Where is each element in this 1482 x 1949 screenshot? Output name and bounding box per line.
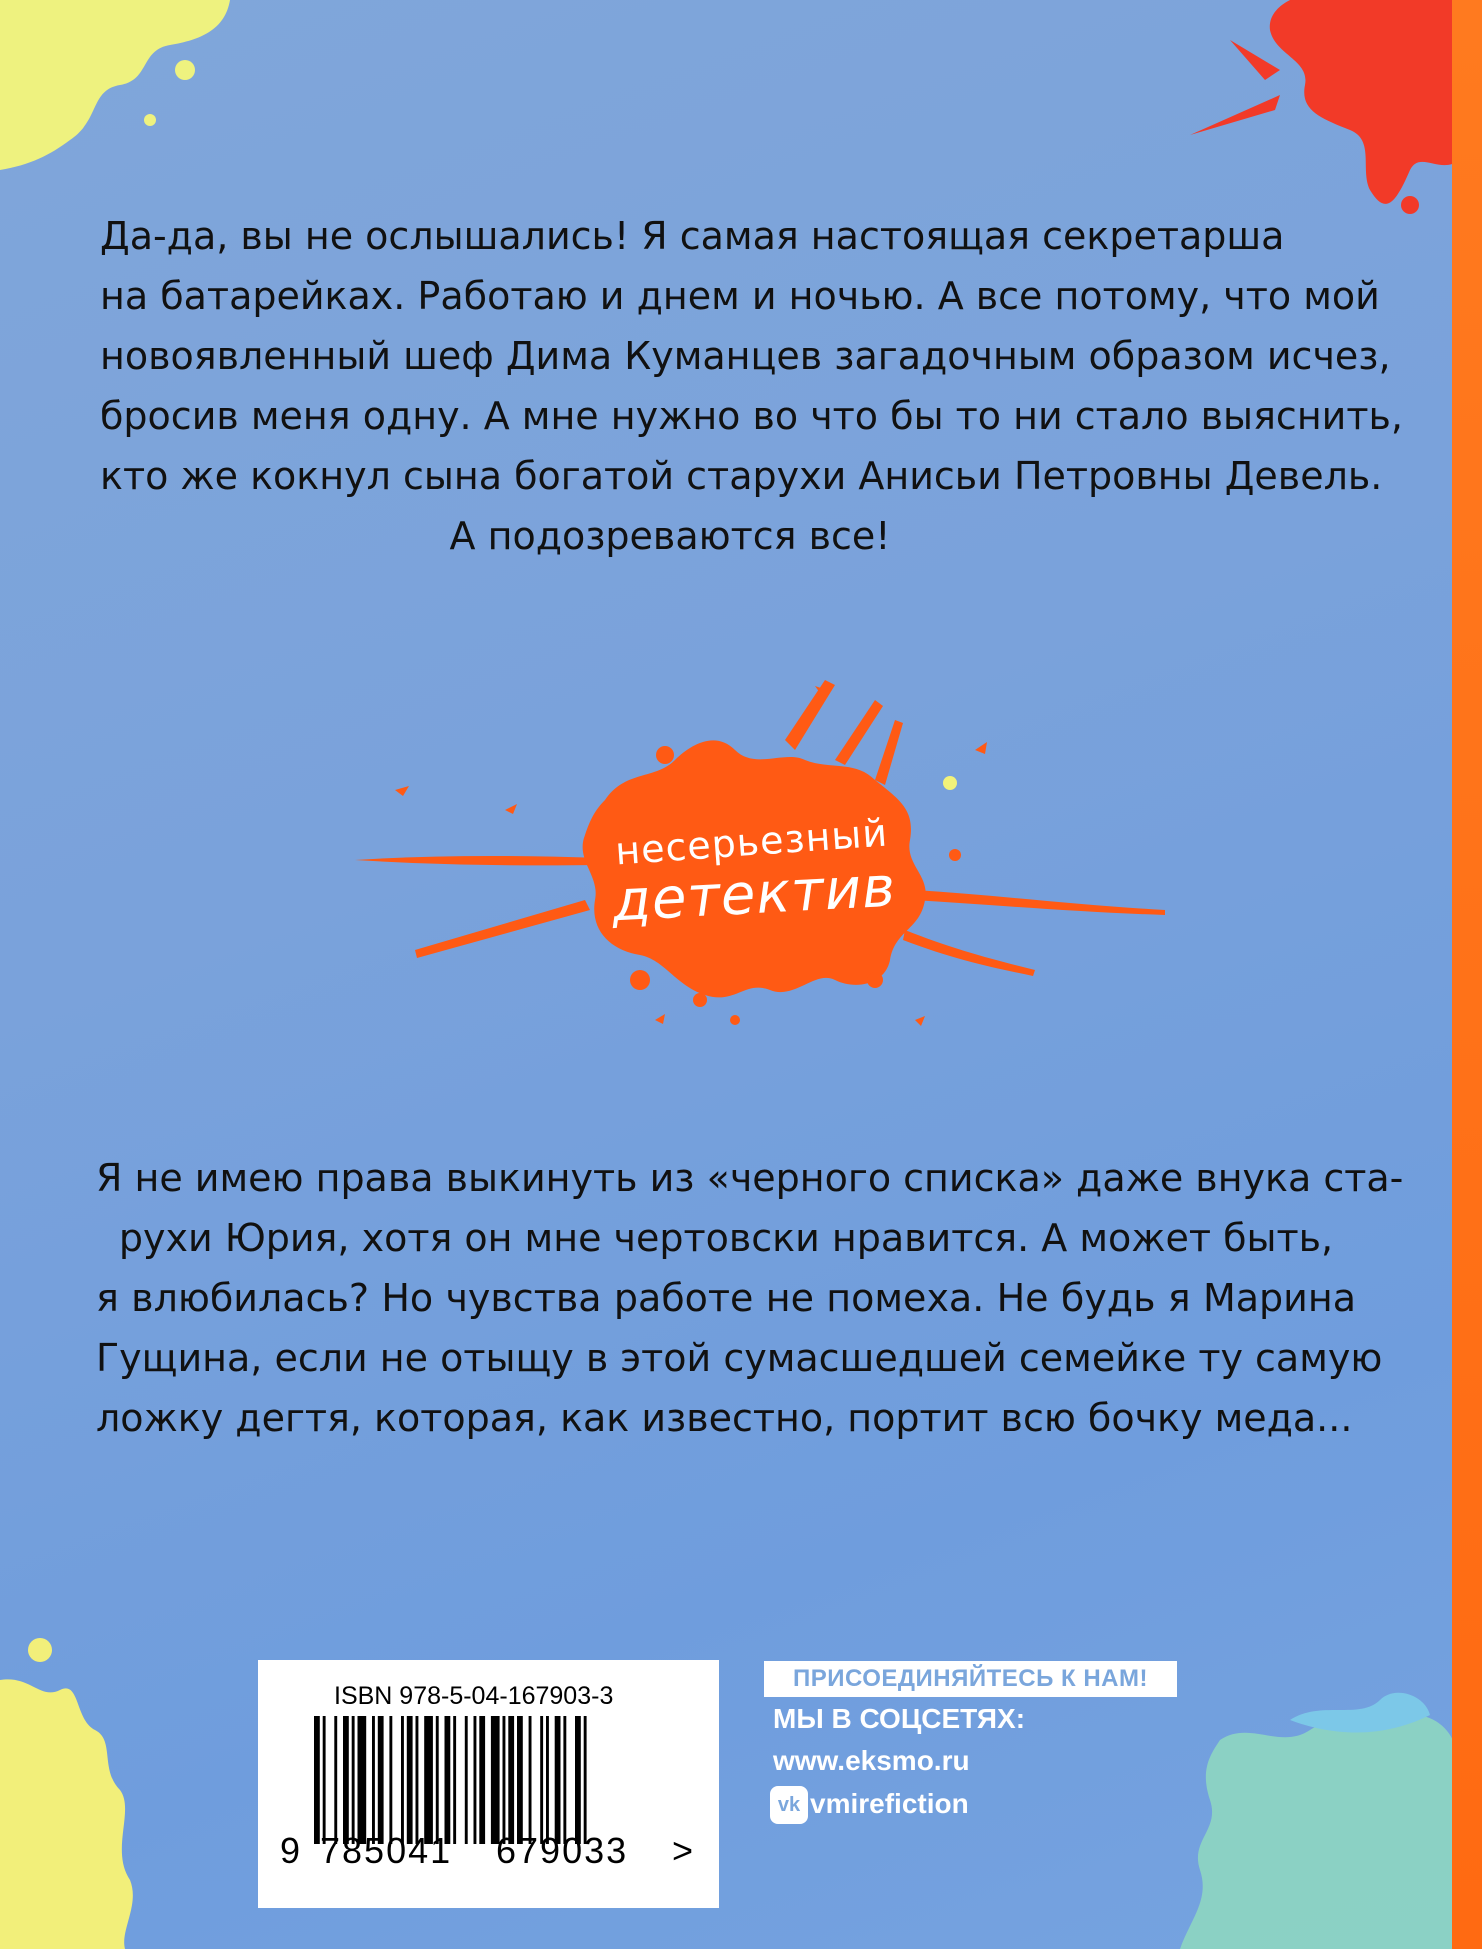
join-us-banner: ПРИСОЕДИНЯЙТЕСЬ К НАМ! bbox=[764, 1661, 1177, 1697]
barcode-bar bbox=[436, 1716, 439, 1844]
barcode-bar bbox=[314, 1716, 320, 1844]
isbn-label: ISBN 978-5-04-167903-3 bbox=[334, 1682, 614, 1710]
barcode-bar bbox=[491, 1716, 500, 1844]
barcode-bar bbox=[555, 1716, 561, 1844]
website-link[interactable]: www.eksmo.ru bbox=[773, 1745, 970, 1776]
green-splash-bottom-right bbox=[1180, 1660, 1455, 1949]
series-logo-line1: несерьезный bbox=[613, 810, 890, 874]
orange-spine-edge bbox=[1452, 0, 1482, 1949]
barcode-bar bbox=[407, 1716, 413, 1844]
barcode-box bbox=[258, 1660, 719, 1908]
barcode-digit-group: 9 bbox=[280, 1830, 303, 1871]
text-line: А подозреваются все! bbox=[449, 514, 891, 558]
barcode-digit-group: 679033 bbox=[496, 1830, 629, 1871]
barcode-bar bbox=[352, 1716, 355, 1844]
yellow-splash-bottom-left bbox=[0, 1620, 140, 1949]
social-label: МЫ В СОЦСЕТЯХ: bbox=[773, 1703, 1026, 1734]
barcode-bar bbox=[584, 1716, 587, 1844]
text-line: новоявленный шеф Дима Куманцев загадочным образом исчез, bbox=[100, 334, 1391, 378]
annotation-text-top bbox=[100, 206, 1403, 566]
barcode-bar bbox=[563, 1716, 566, 1844]
barcode-bar bbox=[479, 1716, 485, 1844]
barcode-bar bbox=[343, 1716, 349, 1844]
barcode-bar bbox=[546, 1716, 549, 1844]
barcode-bar bbox=[416, 1716, 419, 1844]
barcode-digit-group: 785041 bbox=[320, 1830, 453, 1871]
text-line: Да-да, вы не ослышались! Я самая настоящая секретарша bbox=[100, 214, 1285, 258]
barcode-bar bbox=[540, 1716, 543, 1844]
series-logo-line2: детектив bbox=[610, 854, 898, 935]
barcode-bar bbox=[424, 1716, 433, 1844]
barcode-bar bbox=[378, 1716, 384, 1844]
barcode-bar bbox=[474, 1716, 477, 1844]
barcode-bar bbox=[453, 1716, 456, 1844]
barcode-bar bbox=[358, 1716, 367, 1844]
barcode-digits bbox=[280, 1830, 695, 1872]
barcode-bar bbox=[389, 1716, 392, 1844]
text-line: рухи Юрия, хотя он мне чертовски нравится. А может быть, bbox=[118, 1216, 1334, 1260]
barcode-bar bbox=[323, 1716, 326, 1844]
barcode-bar bbox=[334, 1716, 337, 1844]
red-splash-top-right bbox=[1170, 0, 1460, 230]
text-line: бросив меня одну. А мне нужно во что бы то ни стало выяснить, bbox=[100, 394, 1403, 438]
vk-icon: vk bbox=[770, 1786, 808, 1824]
text-line: Гущина, если не отыщу в этой сумасшедшей семейке ту самую bbox=[96, 1336, 1383, 1380]
barcode-bars bbox=[314, 1716, 666, 1844]
text-line: на батарейках. Работаю и днем и ночью. А все потому, что мой bbox=[100, 274, 1380, 318]
text-line: Я не имею права выкинуть из «черного списка» даже внука ста- bbox=[96, 1156, 1404, 1200]
text-line: ложку дегтя, которая, как известно, портит всю бочку меда... bbox=[96, 1396, 1353, 1440]
text-line: кто же кокнул сына богатой старухи Анисьи Петровны Девель. bbox=[100, 454, 1383, 498]
barcode-bar bbox=[465, 1716, 468, 1844]
text-line: я влюбилась? Но чувства работе не помеха. Не будь я Марина bbox=[96, 1276, 1356, 1320]
barcode-bar bbox=[503, 1716, 506, 1844]
vk-handle-link[interactable]: vmirefiction bbox=[810, 1788, 969, 1819]
barcode-bar bbox=[529, 1716, 532, 1844]
barcode-digit-group: > bbox=[672, 1830, 696, 1871]
barcode-bar bbox=[517, 1716, 523, 1844]
barcode-bar bbox=[575, 1716, 581, 1844]
yellow-splash-top-left bbox=[0, 0, 260, 180]
barcode-bar bbox=[401, 1716, 404, 1844]
barcode-bar bbox=[445, 1716, 451, 1844]
barcode-bar bbox=[508, 1716, 514, 1844]
barcode-bar bbox=[372, 1716, 375, 1844]
annotation-text-bottom bbox=[96, 1148, 1404, 1448]
